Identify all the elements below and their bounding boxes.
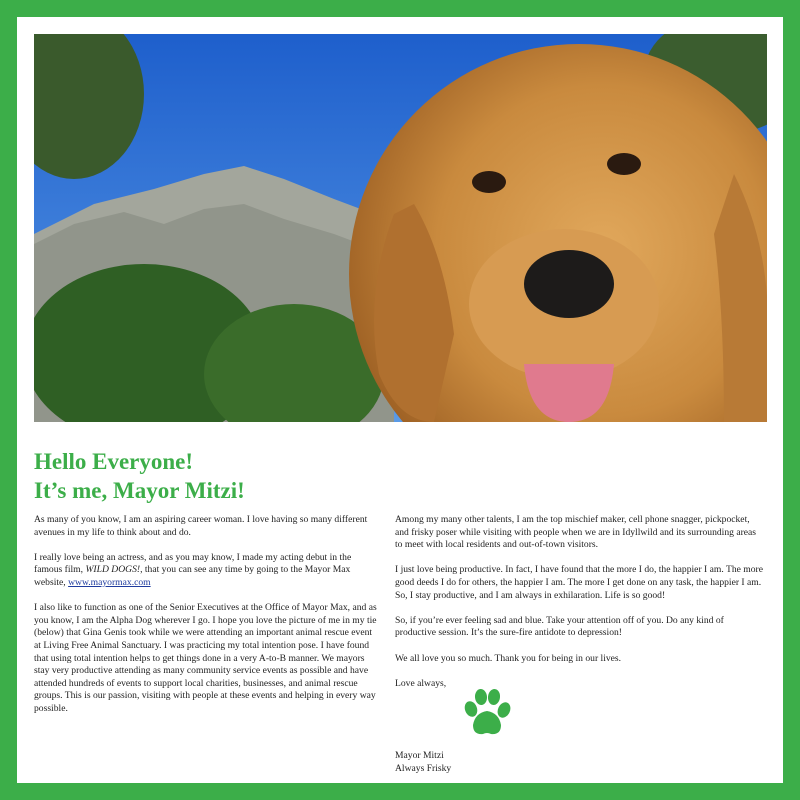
dog-eye-left (472, 171, 506, 193)
greeting-line-1: Hello Everyone! (34, 449, 194, 474)
newsletter-page (17, 17, 783, 783)
right-paragraph-3: So, if you’re ever feeling sad and blue. Take your attention off of you. Do any kind of productive session. It’s the sure-fire antidote to depression! (395, 614, 724, 639)
left-paragraph-2 (34, 552, 379, 590)
dog-eye-right (607, 153, 641, 175)
greeting-heading (34, 447, 245, 505)
dog-photo (34, 34, 767, 422)
dog-nose (524, 250, 614, 318)
left-paragraph-1: As many of you know, I am an aspiring career woman. I love having so many different avenues in my life to think about and do. (34, 514, 368, 538)
closing-line: Love always, (395, 677, 447, 689)
paw-toe-4 (495, 700, 513, 720)
signature-tagline: Always Frisky (395, 762, 452, 774)
paw-print-icon (461, 687, 513, 739)
signature-block (395, 750, 451, 775)
p2-text-before: I really love being an actress, and as you may know, I made my acting debut in the famous film, (34, 551, 352, 576)
signature-name: Mayor Mitzi (395, 750, 444, 761)
paw-pad (473, 711, 501, 734)
left-paragraph-3: I also like to function as one of the Senior Executives at the Office of Mayor Max, and as you know, I am the Alpha Dog wherever I go. I hope you love the picture of me in my tie (below) that Gina Genis took while we were attending an important animal rescue event at Living Free Animal Sanctuary. I was practicing my total intention pose. I have found that using total intention helps to get things done in a very A-to-B manner. We mayors stay very productive attending as many community service events as possible and have attended hundreds of events to support local charities, businesses, and animal rescue groups. This is our passion, visiting with people at these events and helping in every way possible. (34, 602, 377, 714)
right-paragraph-4: We all love you so much. Thank you for being in our lives. (395, 652, 622, 664)
paw-toe-3 (487, 688, 501, 706)
right-column (395, 514, 765, 774)
right-paragraph-2: I just love being productive. In fact, I have found that the more I do, the happier I am. The more good deeds I do for others, the happier I am. The more I get done on any task, the happier I am. So, I stay productive, and I am always in exhilaration. Life is so good! (395, 564, 763, 601)
greeting-line-2: It’s me, Mayor Mitzi! (34, 478, 245, 503)
film-title: WILD DOGS! (85, 564, 141, 576)
dog-photo-illustration (34, 34, 767, 422)
p2-text-after: , that you can see any time by going to the Mayor Max website, (34, 564, 351, 588)
mayor-max-website-link[interactable]: www.mayormax.com (68, 576, 151, 588)
left-column (34, 514, 379, 728)
right-paragraph-1: Among my many other talents, I am the top mischief maker, cell phone snagger, pickpocket, and frisky poser while visiting with people when we are in Idyllwild and its surrounding areas to meet with local residents and out-of-town visitors. (395, 514, 757, 551)
paw-toe-2 (474, 689, 487, 706)
